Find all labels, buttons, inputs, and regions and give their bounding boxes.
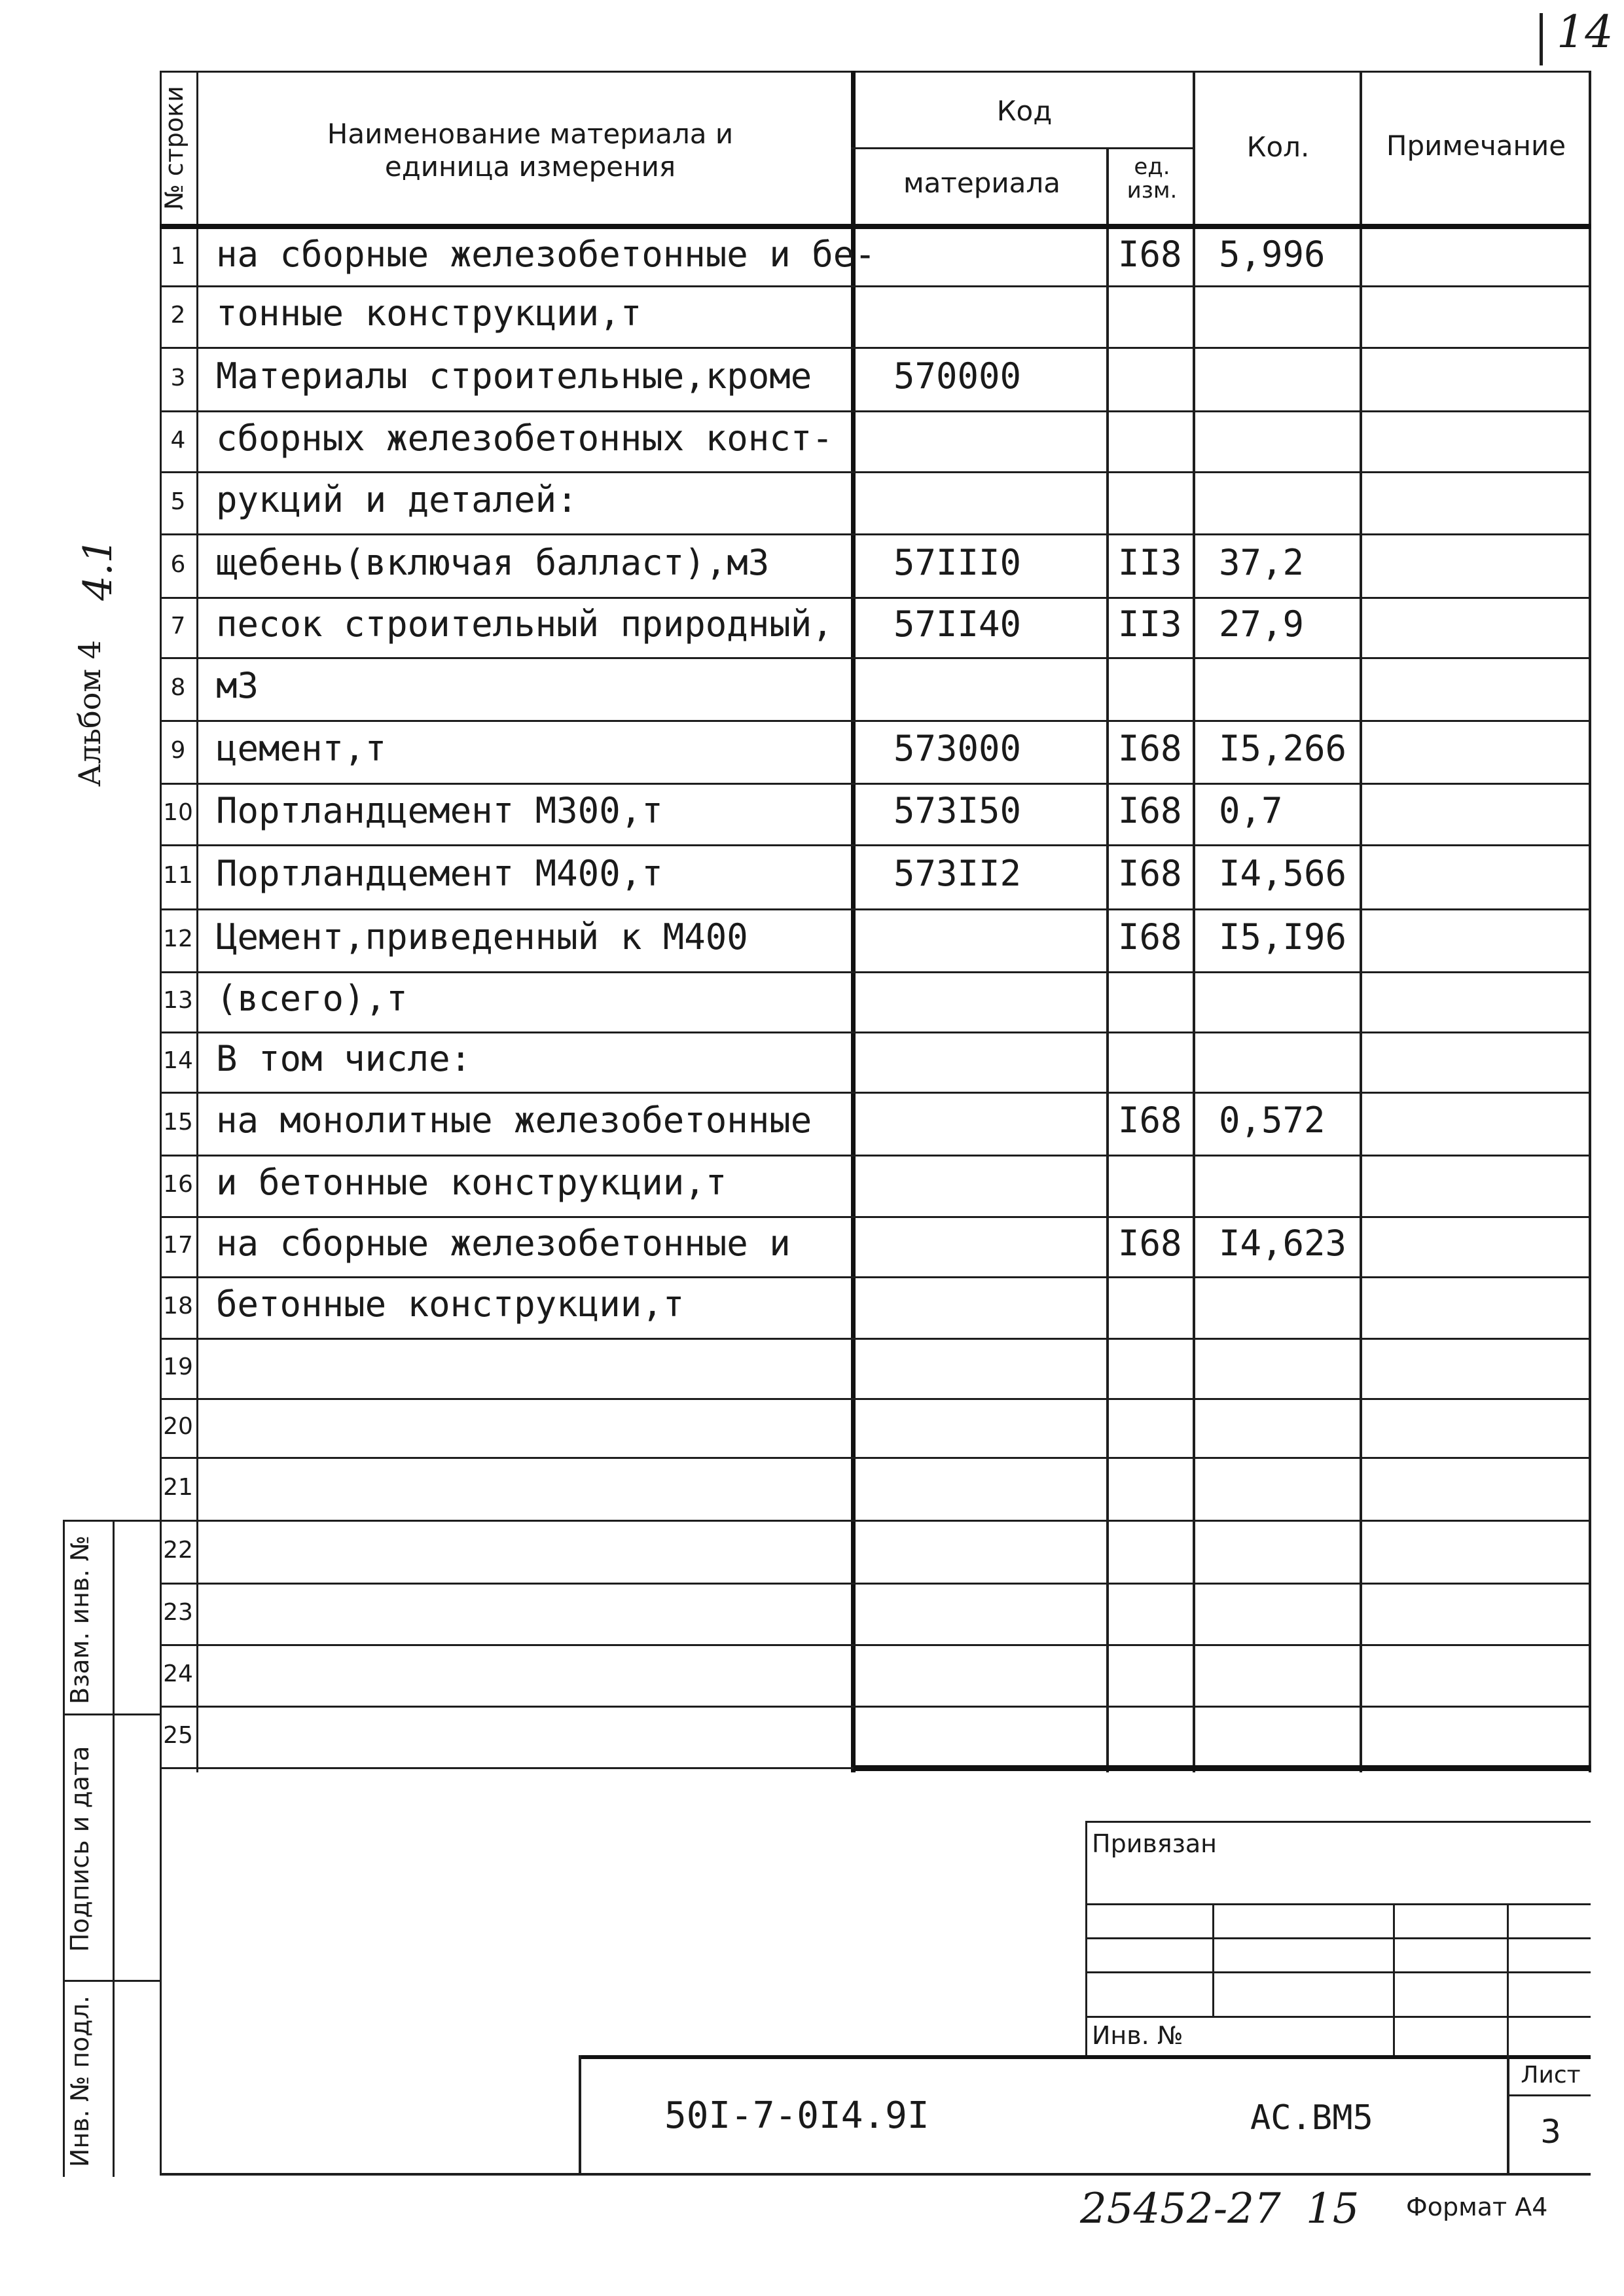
row-name: (всего),т [216,978,408,1019]
row-separator [160,1644,1591,1646]
row-unit-code: I68 [1118,853,1182,894]
row-unit-code: II3 [1118,603,1182,645]
stamp-row-top [579,2055,1591,2059]
row-name: Портландцемент М400,т [216,853,663,894]
document-mark: АС.ВМ5 [1250,2098,1373,2138]
row-material-code: 570000 [893,355,1022,397]
album-hand-note: 4.1 [75,538,121,601]
stamp-signature-date: Подпись и дата [65,1746,94,1952]
row-number: 12 [163,925,193,952]
header-code: Код [996,95,1053,127]
row-number: 11 [163,862,193,889]
row-name: Портландцемент М300,т [216,790,663,831]
col-line-qty [1360,71,1362,1772]
sheet-bottom-border [160,2173,1591,2176]
stamp-row-left [579,2055,581,2176]
stamp-top-border [63,1520,161,1522]
row-number: 9 [170,737,186,764]
stamp-outer-border [63,1520,65,2177]
row-number: 19 [163,1354,193,1380]
row-unit-code: I68 [1118,234,1182,275]
header-name: Наименование материала и единица измерения [327,118,734,183]
sheet-cell-divider [1507,2094,1591,2096]
col-line-unit [1193,71,1195,1772]
stamp-inv-original: Инв. № подл. [65,1995,94,2168]
row-number: 1 [170,243,186,270]
row-number: 4 [170,426,186,454]
row-material-code: 573I50 [893,790,1022,831]
sheet-cell-left [1507,2055,1509,2176]
row-unit-code: I68 [1118,1223,1182,1264]
row-name: В том числе: [216,1038,472,1079]
row-separator [160,1583,1591,1585]
header-note: Примечание [1386,130,1566,162]
bound-grid-row4 [1085,2016,1591,2018]
row-number: 15 [163,1109,193,1136]
row-number: 23 [163,1599,193,1626]
bound-box-top [1085,1821,1591,1823]
row-quantity: I4,566 [1219,853,1347,894]
stamp-swap-inv: Взам. инв. № [65,1535,94,1705]
corner-mark-line [1540,13,1543,65]
row-separator [160,971,1591,973]
row-name: на монолитные железобетонные [216,1100,812,1141]
row-separator [160,908,1591,910]
row-unit-code: I68 [1118,728,1182,769]
row-quantity: I5,266 [1219,728,1347,769]
row-material-code: 57II40 [893,603,1022,645]
stamp-divider-2 [63,1980,161,1982]
row-separator [160,783,1591,785]
table-top-border [160,71,1591,73]
sheet-label: Лист [1521,2062,1581,2089]
row-name: песок строительный природный, [216,603,833,645]
row-separator [160,410,1591,412]
inv-no-label: Инв. № [1092,2021,1183,2050]
row-name: рукций и деталей: [216,478,578,520]
col-line-name [851,71,856,1772]
row-number: 5 [170,488,186,515]
row-quantity: 37,2 [1219,541,1305,583]
page-mark: 14 [1557,7,1614,58]
row-name: м3 [216,665,259,706]
row-material-code: 57III0 [893,541,1022,583]
row-separator [160,1457,1591,1459]
bound-grid-row1 [1085,1903,1591,1905]
row-quantity: I5,I96 [1219,916,1347,958]
order-number: 25452-27 [1080,2185,1281,2233]
row-quantity: 0,572 [1219,1100,1326,1141]
sheet-left-border [160,1767,162,2176]
row-name: щебень(включая балласт),м3 [216,541,770,583]
document-code: 50I-7-0I4.9I [664,2094,929,2137]
table-right-border [1589,71,1591,1772]
header-qty: Кол. [1246,131,1310,163]
table-body-bottom [851,1765,1591,1771]
row-number: 2 [170,302,186,329]
row-unit-code: I68 [1118,790,1182,831]
row-separator [160,844,1591,846]
row-separator [160,1398,1591,1400]
col-line-code [1106,147,1109,1772]
row-separator [160,347,1591,349]
row-number: 8 [170,674,186,701]
row-separator [160,1216,1591,1218]
row-number: 10 [163,799,193,826]
row-name: бетонные конструкции,т [216,1283,685,1325]
row-separator [160,1520,1591,1522]
bound-grid-col3 [1507,1903,1509,2056]
row-material-code: 573II2 [893,853,1022,894]
row-number: 13 [163,987,193,1014]
row-separator [160,657,1591,659]
row-separator [160,471,1591,473]
row-number: 24 [163,1660,193,1687]
row-number: 3 [170,364,186,391]
row-quantity: 27,9 [1219,603,1305,645]
stamp-inner-border [113,1520,115,2177]
row-quantity: 5,996 [1219,234,1326,275]
row-unit-code: I68 [1118,916,1182,958]
col-line-rownum [196,71,198,1772]
header-row-no: № строки [160,86,189,210]
row-name: тонные конструкции,т [216,293,642,334]
row-name: и бетонные конструкции,т [216,1162,727,1203]
bound-grid-row3 [1085,1971,1591,1973]
row-separator [160,1276,1591,1278]
row-separator [160,1031,1591,1033]
bound-grid-row2 [1085,1937,1591,1939]
row-number: 17 [163,1232,193,1259]
row-name: Цемент,приведенный к М400 [216,916,748,958]
row-separator [160,720,1591,722]
row-number: 20 [163,1413,193,1440]
row-name: сборных железобетонных конст- [216,417,833,459]
header-material: материала [903,167,1060,199]
row-name: цемент,т [216,728,387,769]
row-name: на сборные железобетонные и бе- [216,234,876,275]
row-quantity: 0,7 [1219,790,1283,831]
row-unit-code: II3 [1118,541,1182,583]
row-separator [160,1155,1591,1157]
row-number: 25 [163,1722,193,1749]
row-separator [160,597,1591,599]
bound-label: Привязан [1092,1829,1217,1858]
bound-grid-col2 [1393,1903,1395,2056]
header-unit: ед. изм. [1127,154,1178,204]
footer-page-hand: 15 [1306,2185,1360,2233]
row-separator [160,533,1591,535]
row-quantity: I4,623 [1219,1223,1347,1264]
header-code-split [851,147,1195,149]
row-number: 18 [163,1293,193,1319]
row-number: 7 [170,613,186,639]
row-number: 14 [163,1047,193,1074]
bound-grid-col1 [1212,1903,1214,2016]
row-name: на сборные железобетонные и [216,1223,791,1264]
row-name: Материалы строительные,кроме [216,355,812,397]
row-number: 16 [163,1171,193,1198]
row-number: 22 [163,1537,193,1564]
row-separator [160,1092,1591,1094]
header-bottom-border [160,224,1591,229]
row-number: 6 [170,550,186,578]
row-separator [160,1338,1591,1340]
album-label: Альбом 4 [72,639,107,787]
row-material-code: 573000 [893,728,1022,769]
table-body-bottom-left [160,1767,854,1769]
row-number: 21 [163,1474,193,1501]
format-label: Формат А4 [1406,2193,1548,2221]
sheet-number: 3 [1540,2113,1561,2151]
row-separator [160,285,1591,287]
row-separator [160,1706,1591,1708]
row-unit-code: I68 [1118,1100,1182,1141]
